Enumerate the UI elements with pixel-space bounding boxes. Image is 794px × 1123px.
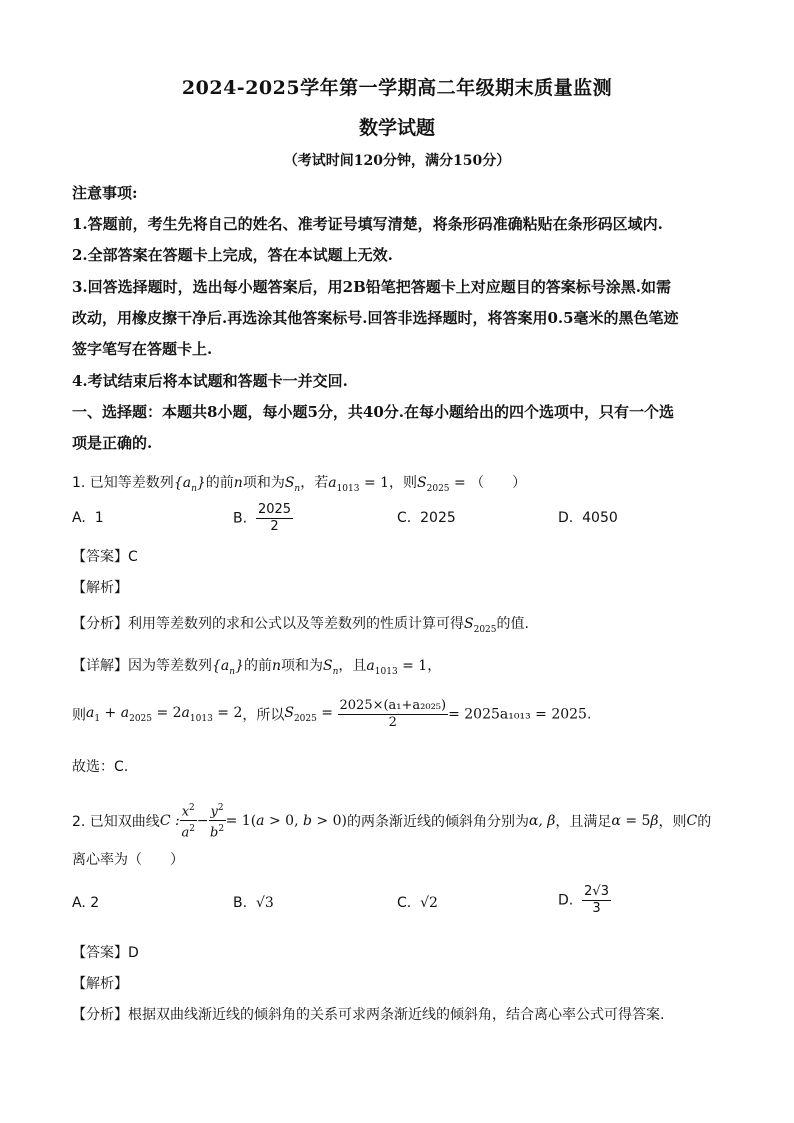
note-item: 3.回答选择题时，选出每小题答案后，用2B铅笔把答题卡上对应题目的答案标号涂黑.如需 <box>72 278 672 296</box>
q2-analysis-tag: 【解析】 <box>72 976 128 992</box>
q1-option-a: A. 1 <box>72 510 104 526</box>
q2-option-a: A. 2 <box>72 895 100 911</box>
note-item: 2.全部答案在答题卡上完成，答在本试题上无效. <box>72 246 393 264</box>
q2-option-d: D. $\frac{2√3}{3}$ <box>558 884 609 916</box>
notes-heading: 注意事项: <box>72 184 138 202</box>
section-heading-cont: 项是正确的. <box>72 434 153 452</box>
page-title: 2024-2025学年第一学期高二年级期末质量监测 <box>181 77 613 99</box>
note-item: 签字笔写在答题卡上. <box>72 340 213 358</box>
q1-answer: 【答案】C <box>72 549 138 565</box>
q1-calculation: 则$a_1 + a_{2025} = 2a_{1013} = 2$，所以$S_{2025}$ = $\frac{\text{2025×(a₁+a₂₀₂₅)}}{2}$ = 2025a₁₀₁₃ = 2025. <box>72 698 592 730</box>
q1-analysis-tag: 【解析】 <box>72 580 128 596</box>
page-subtitle: 数学试题 <box>358 117 435 139</box>
q2-option-c: C. √2 <box>397 895 438 911</box>
note-item: 1.答题前，考生先将自己的姓名、准考证号填写清楚，将条形码准确粘贴在条形码区域内. <box>72 215 663 233</box>
q1-detail: 【详解】因为等差数列$\{a_n\}$的前n项和为$S_n$，且$a_{1013} = 1$， <box>72 658 442 677</box>
question-1-stem: 1. 已知等差数列$\{a_n\}$的前n项和为$S_n$，若$a_{1013} = 1$，则$S_{2025}$ = （ ） <box>72 475 527 494</box>
exam-info: （考试时间120分钟，满分150分） <box>283 153 511 169</box>
q2-option-b: B. √3 <box>233 895 274 911</box>
q1-fenxi: 【分析】利用等差数列的求和公式以及等差数列的性质计算可得$S_{2025}$的值. <box>72 616 529 635</box>
note-item: 4.考试结束后将本试题和答题卡一并交回. <box>72 372 348 390</box>
q1-option-c: C. 2025 <box>397 510 456 526</box>
q1-conclusion: 故选：C. <box>72 759 129 775</box>
q2-fenxi: 【分析】根据双曲线渐近线的倾斜角的关系可求两条渐近线的倾斜角，结合离心率公式可得答案. <box>72 1007 665 1023</box>
question-2-stem-cont: 离心率为（ ） <box>72 852 184 868</box>
q1-option-d: D. 4050 <box>558 510 618 526</box>
q1-option-b: B. $\frac{2025}{2}$ <box>233 502 292 534</box>
q2-answer: 【答案】D <box>72 945 139 961</box>
question-2-stem: 2. 已知双曲线C : $\frac{x^2}{a^2}$ − $\frac{y^2}{b^2}$ = 1(a > 0, b > 0)的两条渐近线的倾斜角分别为α, β，且满足α = 5β，则C的 <box>72 800 711 842</box>
section-heading: 一、选择题：本题共8小题，每小题5分，共40分.在每小题给出的四个选项中，只有一个选 <box>72 403 674 421</box>
note-item: 改动，用橡皮擦干净后.再选涂其他答案标号.回答非选择题时，将答案用0.5毫米的黑色笔迹 <box>72 309 679 327</box>
